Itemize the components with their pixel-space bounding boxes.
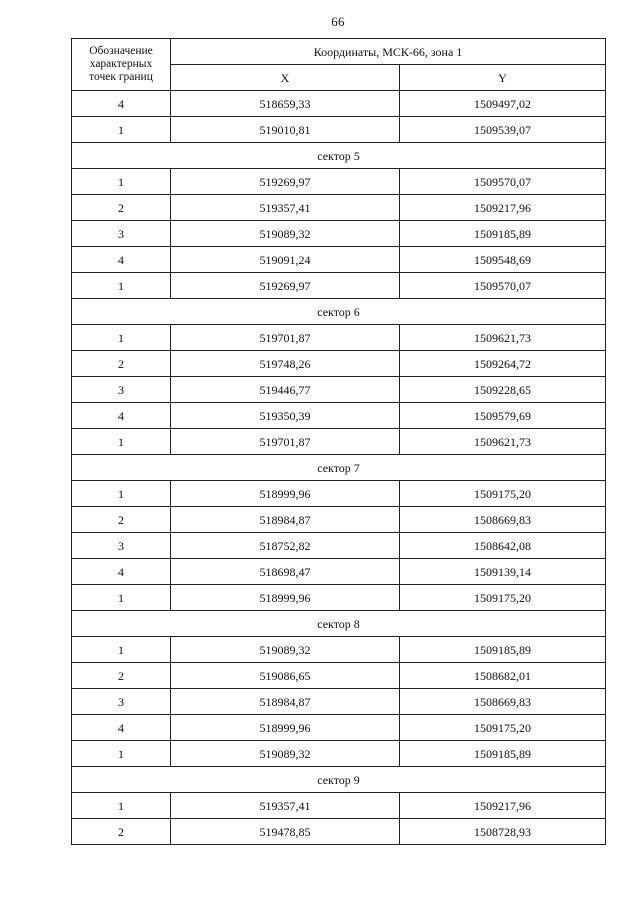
table-row [72, 507, 606, 533]
point-number-cell: 1 [72, 793, 171, 819]
y-coordinate-cell: 1509621,73 [400, 325, 606, 351]
sector-label: сектор 6 [72, 299, 606, 325]
point-designation-header [72, 39, 171, 91]
x-coordinate-cell: 519357,41 [171, 195, 400, 221]
y-coordinate-cell: 1509217,96 [400, 793, 606, 819]
page-number: 66 [331, 14, 345, 29]
header-line: характерных [89, 58, 153, 70]
sector-label: сектор 5 [72, 143, 606, 169]
x-coordinate-cell: 518698,47 [171, 559, 400, 585]
y-coordinate-cell: 1509621,73 [400, 429, 606, 455]
table-row [72, 715, 606, 741]
table-row [72, 819, 606, 845]
coordinates-table [71, 38, 606, 845]
table-row [72, 325, 606, 351]
point-number-cell: 1 [72, 741, 171, 767]
table-row [72, 533, 606, 559]
sector-label: сектор 7 [72, 455, 606, 481]
x-coordinate-cell: 518999,96 [171, 715, 400, 741]
x-coordinate-cell: 519089,32 [171, 741, 400, 767]
sector-label: сектор 8 [72, 611, 606, 637]
table-body [72, 91, 606, 845]
point-number-cell: 3 [72, 221, 171, 247]
y-coordinate-cell: 1508682,01 [400, 663, 606, 689]
point-number-cell: 1 [72, 637, 171, 663]
y-coordinate-cell: 1509579,69 [400, 403, 606, 429]
table-row [72, 637, 606, 663]
table-row [72, 793, 606, 819]
table-header-row [72, 39, 606, 65]
y-column-header: Y [400, 65, 606, 91]
y-coordinate-cell: 1509185,89 [400, 637, 606, 663]
x-coordinate-cell: 518659,33 [171, 91, 400, 117]
x-coordinate-cell: 519748,26 [171, 351, 400, 377]
x-coordinate-cell: 519701,87 [171, 429, 400, 455]
y-coordinate-cell: 1509570,07 [400, 169, 606, 195]
sector-row [72, 611, 606, 637]
y-coordinate-cell: 1509217,96 [400, 195, 606, 221]
y-coordinate-cell: 1509175,20 [400, 715, 606, 741]
point-number-cell: 3 [72, 533, 171, 559]
point-number-cell: 1 [72, 325, 171, 351]
x-coordinate-cell: 519269,97 [171, 273, 400, 299]
point-number-cell: 4 [72, 559, 171, 585]
table-row [72, 91, 606, 117]
x-coordinate-cell: 519350,39 [171, 403, 400, 429]
y-coordinate-cell: 1508669,83 [400, 689, 606, 715]
x-coordinate-cell: 519269,97 [171, 169, 400, 195]
x-coordinate-cell: 519010,81 [171, 117, 400, 143]
table-row [72, 221, 606, 247]
table-row [72, 689, 606, 715]
x-coordinate-cell: 519091,24 [171, 247, 400, 273]
point-number-cell: 1 [72, 273, 171, 299]
point-number-cell: 3 [72, 689, 171, 715]
x-coordinate-cell: 518999,96 [171, 585, 400, 611]
x-coordinate-cell: 519701,87 [171, 325, 400, 351]
x-coordinate-cell: 518984,87 [171, 689, 400, 715]
table-row [72, 741, 606, 767]
x-coordinate-cell: 519357,41 [171, 793, 400, 819]
table-row [72, 481, 606, 507]
table-row [72, 585, 606, 611]
y-coordinate-cell: 1509264,72 [400, 351, 606, 377]
point-number-cell: 1 [72, 481, 171, 507]
y-coordinate-cell: 1509570,07 [400, 273, 606, 299]
table-row [72, 247, 606, 273]
point-number-cell: 3 [72, 377, 171, 403]
y-coordinate-cell: 1509497,02 [400, 91, 606, 117]
table-row [72, 403, 606, 429]
x-coordinate-cell: 518752,82 [171, 533, 400, 559]
point-number-cell: 4 [72, 247, 171, 273]
point-number-cell: 4 [72, 403, 171, 429]
y-coordinate-cell: 1509539,07 [400, 117, 606, 143]
sector-row [72, 455, 606, 481]
x-coordinate-cell: 518984,87 [171, 507, 400, 533]
point-number-cell: 2 [72, 351, 171, 377]
point-number-cell: 1 [72, 429, 171, 455]
y-coordinate-cell: 1508669,83 [400, 507, 606, 533]
x-coordinate-cell: 518999,96 [171, 481, 400, 507]
y-coordinate-cell: 1509175,20 [400, 585, 606, 611]
table-row [72, 377, 606, 403]
x-coordinate-cell: 519446,77 [171, 377, 400, 403]
point-number-cell: 1 [72, 585, 171, 611]
table-row [72, 663, 606, 689]
coordinates-title-header: Координаты, МСК-66, зона 1 [171, 39, 606, 65]
sector-label: сектор 9 [72, 767, 606, 793]
point-number-cell: 1 [72, 117, 171, 143]
x-coordinate-cell: 519086,65 [171, 663, 400, 689]
point-number-cell: 4 [72, 715, 171, 741]
sector-row [72, 767, 606, 793]
x-coordinate-cell: 519478,85 [171, 819, 400, 845]
point-number-cell: 2 [72, 819, 171, 845]
y-coordinate-cell: 1509185,89 [400, 741, 606, 767]
y-coordinate-cell: 1508642,08 [400, 533, 606, 559]
y-coordinate-cell: 1508728,93 [400, 819, 606, 845]
sector-row [72, 299, 606, 325]
y-coordinate-cell: 1509548,69 [400, 247, 606, 273]
table-row [72, 273, 606, 299]
table-row [72, 195, 606, 221]
header-line: точек границ [89, 71, 153, 83]
x-coordinate-cell: 519089,32 [171, 221, 400, 247]
point-number-cell: 2 [72, 663, 171, 689]
point-number-cell: 1 [72, 169, 171, 195]
y-coordinate-cell: 1509175,20 [400, 481, 606, 507]
table-row [72, 351, 606, 377]
point-number-cell: 2 [72, 507, 171, 533]
table-row [72, 559, 606, 585]
y-coordinate-cell: 1509228,65 [400, 377, 606, 403]
point-number-cell: 2 [72, 195, 171, 221]
y-coordinate-cell: 1509185,89 [400, 221, 606, 247]
header-line: Обозначение [89, 45, 153, 57]
table-row [72, 169, 606, 195]
sector-row [72, 143, 606, 169]
x-coordinate-cell: 519089,32 [171, 637, 400, 663]
x-column-header: X [171, 65, 400, 91]
point-number-cell: 4 [72, 91, 171, 117]
y-coordinate-cell: 1509139,14 [400, 559, 606, 585]
table-row [72, 117, 606, 143]
table-row [72, 429, 606, 455]
